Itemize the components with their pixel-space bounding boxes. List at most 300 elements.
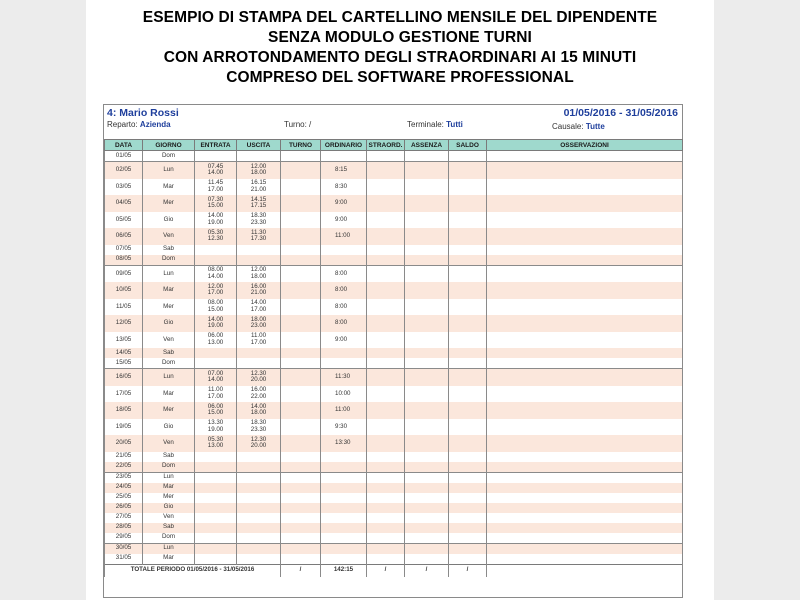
overtime-cell	[367, 435, 405, 452]
absence-cell	[405, 228, 449, 245]
exit-cell	[237, 554, 281, 565]
observations-cell	[487, 348, 683, 358]
day-cell: Mer	[143, 402, 195, 419]
turno-cell	[281, 358, 321, 369]
absence-cell	[405, 315, 449, 332]
turno-cell	[281, 419, 321, 436]
totals-row	[105, 564, 683, 577]
day-cell: Dom	[143, 462, 195, 473]
day-cell: Dom	[143, 533, 195, 544]
ordinary-cell	[321, 245, 367, 255]
overtime-cell	[367, 179, 405, 196]
day-cell: Sab	[143, 245, 195, 255]
entry-cell: 12.00 17.00	[195, 282, 237, 299]
date-cell: 14/05	[105, 348, 143, 358]
entry-cell	[195, 483, 237, 493]
absence-cell	[405, 282, 449, 299]
terminale	[407, 120, 463, 129]
overtime-cell	[367, 419, 405, 436]
balance-cell	[449, 265, 487, 282]
day-cell: Sab	[143, 452, 195, 462]
day-cell: Lun	[143, 265, 195, 282]
observations-cell	[487, 315, 683, 332]
date-cell: 10/05	[105, 282, 143, 299]
day-cell: Lun	[143, 369, 195, 386]
date-cell: 23/05	[105, 472, 143, 483]
date-cell: 13/05	[105, 332, 143, 349]
entry-cell	[195, 245, 237, 255]
overtime-cell	[367, 523, 405, 533]
table-row	[105, 282, 683, 299]
column-header: STRAORD.	[367, 140, 405, 151]
ordinary-cell: 10:00	[321, 386, 367, 403]
table-row	[105, 245, 683, 255]
observations-cell	[487, 369, 683, 386]
date-cell: 18/05	[105, 402, 143, 419]
exit-cell: 16.15 21.00	[237, 179, 281, 196]
totals-turno: /	[281, 564, 321, 577]
balance-cell	[449, 543, 487, 554]
exit-cell: 18.30 23.30	[237, 419, 281, 436]
turno-cell	[281, 452, 321, 462]
day-cell: Mer	[143, 195, 195, 212]
heading-line-4: COMPRESO DEL SOFTWARE PROFESSIONAL	[226, 69, 574, 86]
observations-cell	[487, 513, 683, 523]
absence-cell	[405, 348, 449, 358]
date-cell: 11/05	[105, 299, 143, 316]
column-header: SALDO	[449, 140, 487, 151]
exit-cell: 14.15 17.15	[237, 195, 281, 212]
balance-cell	[449, 483, 487, 493]
turno-cell	[281, 299, 321, 316]
observations-cell	[487, 245, 683, 255]
date-cell: 17/05	[105, 386, 143, 403]
table-header-row	[105, 140, 683, 151]
day-cell: Dom	[143, 255, 195, 266]
balance-cell	[449, 554, 487, 565]
table-row	[105, 543, 683, 554]
table-row	[105, 462, 683, 473]
entry-cell: 13.30 19.00	[195, 419, 237, 436]
exit-cell: 18.30 23.30	[237, 212, 281, 229]
table-row	[105, 419, 683, 436]
absence-cell	[405, 533, 449, 544]
causale-value: Tutte	[585, 122, 605, 131]
day-cell: Mar	[143, 179, 195, 196]
ordinary-cell: 8:30	[321, 179, 367, 196]
observations-cell	[487, 151, 683, 162]
date-cell: 26/05	[105, 503, 143, 513]
turno-cell	[281, 255, 321, 266]
entry-cell	[195, 533, 237, 544]
date-cell: 03/05	[105, 179, 143, 196]
column-header: OSSERVAZIONI	[487, 140, 683, 151]
absence-cell	[405, 472, 449, 483]
entry-cell	[195, 255, 237, 266]
date-cell: 25/05	[105, 493, 143, 503]
day-cell: Gio	[143, 212, 195, 229]
turno-cell	[281, 332, 321, 349]
absence-cell	[405, 543, 449, 554]
exit-cell	[237, 503, 281, 513]
column-header: GIORNO	[143, 140, 195, 151]
overtime-cell	[367, 493, 405, 503]
absence-cell	[405, 265, 449, 282]
overtime-cell	[367, 228, 405, 245]
entry-cell: 14.00 19.00	[195, 212, 237, 229]
overtime-cell	[367, 472, 405, 483]
absence-cell	[405, 162, 449, 179]
date-cell: 09/05	[105, 265, 143, 282]
entry-cell: 14.00 19.00	[195, 315, 237, 332]
absence-cell	[405, 523, 449, 533]
absence-cell	[405, 503, 449, 513]
day-cell: Mar	[143, 483, 195, 493]
table-row	[105, 533, 683, 544]
balance-cell	[449, 462, 487, 473]
turno-cell	[281, 245, 321, 255]
date-cell: 31/05	[105, 554, 143, 565]
observations-cell	[487, 503, 683, 513]
column-header: TURNO	[281, 140, 321, 151]
observations-cell	[487, 493, 683, 503]
day-cell: Gio	[143, 503, 195, 513]
balance-cell	[449, 419, 487, 436]
totals-observations	[487, 564, 683, 577]
overtime-cell	[367, 195, 405, 212]
overtime-cell	[367, 462, 405, 473]
overtime-cell	[367, 554, 405, 565]
entry-cell	[195, 358, 237, 369]
entry-cell: 07.00 14.00	[195, 369, 237, 386]
date-cell: 07/05	[105, 245, 143, 255]
absence-cell	[405, 452, 449, 462]
absence-cell	[405, 435, 449, 452]
date-cell: 20/05	[105, 435, 143, 452]
date-cell: 28/05	[105, 523, 143, 533]
overtime-cell	[367, 348, 405, 358]
ordinary-cell	[321, 255, 367, 266]
table-row	[105, 402, 683, 419]
table-row	[105, 195, 683, 212]
causale-label: Causale:	[552, 122, 584, 131]
date-cell: 01/05	[105, 151, 143, 162]
observations-cell	[487, 195, 683, 212]
ordinary-cell	[321, 533, 367, 544]
column-header: ORDINARIO	[321, 140, 367, 151]
observations-cell	[487, 402, 683, 419]
balance-cell	[449, 452, 487, 462]
ordinary-cell	[321, 493, 367, 503]
absence-cell	[405, 386, 449, 403]
entry-cell: 07.45 14.00	[195, 162, 237, 179]
absence-cell	[405, 245, 449, 255]
day-cell: Gio	[143, 419, 195, 436]
turno-cell	[281, 554, 321, 565]
date-cell: 15/05	[105, 358, 143, 369]
column-header: DATA	[105, 140, 143, 151]
table-row	[105, 315, 683, 332]
overtime-cell	[367, 315, 405, 332]
day-cell: Mar	[143, 386, 195, 403]
turno-cell	[281, 348, 321, 358]
table-row	[105, 358, 683, 369]
entry-cell	[195, 462, 237, 473]
observations-cell	[487, 265, 683, 282]
absence-cell	[405, 151, 449, 162]
ordinary-cell	[321, 452, 367, 462]
overtime-cell	[367, 369, 405, 386]
turno-cell	[281, 503, 321, 513]
entry-cell: 08.00 15.00	[195, 299, 237, 316]
exit-cell: 11.00 17.00	[237, 332, 281, 349]
entry-cell	[195, 493, 237, 503]
exit-cell: 18.00 23.00	[237, 315, 281, 332]
absence-cell	[405, 195, 449, 212]
ordinary-cell: 9:00	[321, 332, 367, 349]
balance-cell	[449, 503, 487, 513]
ordinary-cell	[321, 513, 367, 523]
heading-line-3: CON ARROTONDAMENTO DEGLI STRAORDINARI AI 15 MINUTI	[163, 49, 637, 66]
turno-cell	[281, 315, 321, 332]
date-cell: 21/05	[105, 452, 143, 462]
balance-cell	[449, 151, 487, 162]
observations-cell	[487, 358, 683, 369]
entry-cell	[195, 554, 237, 565]
turno-cell	[281, 543, 321, 554]
day-cell: Ven	[143, 435, 195, 452]
date-cell: 06/05	[105, 228, 143, 245]
absence-cell	[405, 483, 449, 493]
heading-line-1: ESEMPIO DI STAMPA DEL CARTELLINO MENSILE DEL DIPENDENTE	[142, 9, 658, 26]
ordinary-cell	[321, 483, 367, 493]
absence-cell	[405, 554, 449, 565]
terminale-value: Tutti	[446, 120, 463, 129]
observations-cell	[487, 228, 683, 245]
turno-cell	[281, 369, 321, 386]
table-row	[105, 523, 683, 533]
date-cell: 04/05	[105, 195, 143, 212]
ordinary-cell: 8:00	[321, 282, 367, 299]
exit-cell	[237, 523, 281, 533]
ordinary-cell: 9:00	[321, 195, 367, 212]
observations-cell	[487, 523, 683, 533]
overtime-cell	[367, 483, 405, 493]
exit-cell	[237, 462, 281, 473]
observations-cell	[487, 533, 683, 544]
heading-line-2: SENZA MODULO GESTIONE TURNI	[268, 29, 532, 46]
exit-cell: 12.30 20.00	[237, 369, 281, 386]
entry-cell: 06.00 13.00	[195, 332, 237, 349]
entry-cell	[195, 452, 237, 462]
observations-cell	[487, 483, 683, 493]
exit-cell: 12.00 18.00	[237, 265, 281, 282]
balance-cell	[449, 348, 487, 358]
overtime-cell	[367, 503, 405, 513]
observations-cell	[487, 472, 683, 483]
balance-cell	[449, 386, 487, 403]
overtime-cell	[367, 282, 405, 299]
observations-cell	[487, 299, 683, 316]
date-cell: 08/05	[105, 255, 143, 266]
ordinary-cell	[321, 151, 367, 162]
exit-cell	[237, 472, 281, 483]
entry-cell	[195, 151, 237, 162]
overtime-cell	[367, 151, 405, 162]
observations-cell	[487, 386, 683, 403]
exit-cell: 14.00 17.00	[237, 299, 281, 316]
causale	[552, 122, 605, 131]
ordinary-cell: 11:00	[321, 402, 367, 419]
observations-cell	[487, 162, 683, 179]
ordinary-cell: 9:30	[321, 419, 367, 436]
day-cell: Mer	[143, 493, 195, 503]
date-cell: 29/05	[105, 533, 143, 544]
reparto-value: Azienda	[139, 120, 171, 129]
ordinary-cell	[321, 348, 367, 358]
entry-cell	[195, 348, 237, 358]
date-cell: 02/05	[105, 162, 143, 179]
ordinary-cell: 11:00	[321, 228, 367, 245]
table-row	[105, 348, 683, 358]
timecard	[103, 104, 683, 598]
exit-cell: 14.00 18.00	[237, 402, 281, 419]
exit-cell	[237, 245, 281, 255]
balance-cell	[449, 212, 487, 229]
ordinary-cell	[321, 472, 367, 483]
turno-cell	[281, 493, 321, 503]
absence-cell	[405, 212, 449, 229]
turno-cell	[281, 179, 321, 196]
balance-cell	[449, 299, 487, 316]
balance-cell	[449, 228, 487, 245]
turno-cell	[281, 228, 321, 245]
ordinary-cell: 8:00	[321, 265, 367, 282]
turno-cell	[281, 435, 321, 452]
date-cell: 12/05	[105, 315, 143, 332]
balance-cell	[449, 472, 487, 483]
balance-cell	[449, 255, 487, 266]
date-cell: 05/05	[105, 212, 143, 229]
table-row	[105, 369, 683, 386]
entry-cell: 11.45 17.00	[195, 179, 237, 196]
table-row	[105, 493, 683, 503]
date-cell: 24/05	[105, 483, 143, 493]
absence-cell	[405, 179, 449, 196]
turno-cell	[281, 162, 321, 179]
ordinary-cell	[321, 554, 367, 565]
day-cell: Lun	[143, 472, 195, 483]
turno-cell	[281, 483, 321, 493]
column-header: USCITA	[237, 140, 281, 151]
entry-cell: 08.00 14.00	[195, 265, 237, 282]
day-cell: Lun	[143, 543, 195, 554]
day-cell: Sab	[143, 523, 195, 533]
ordinary-cell: 8:15	[321, 162, 367, 179]
overtime-cell	[367, 255, 405, 266]
observations-cell	[487, 255, 683, 266]
turno-cell	[281, 265, 321, 282]
ordinary-cell: 8:00	[321, 315, 367, 332]
entry-cell: 11.00 17.00	[195, 386, 237, 403]
day-cell: Mer	[143, 299, 195, 316]
table-row	[105, 503, 683, 513]
balance-cell	[449, 435, 487, 452]
timecard-table	[104, 139, 683, 577]
entry-cell	[195, 523, 237, 533]
balance-cell	[449, 179, 487, 196]
day-cell: Ven	[143, 332, 195, 349]
ordinary-cell	[321, 523, 367, 533]
overtime-cell	[367, 212, 405, 229]
entry-cell: 05.30 12.30	[195, 228, 237, 245]
table-row	[105, 151, 683, 162]
table-row	[105, 299, 683, 316]
date-cell: 22/05	[105, 462, 143, 473]
overtime-cell	[367, 543, 405, 554]
table-row	[105, 386, 683, 403]
observations-cell	[487, 435, 683, 452]
table-row	[105, 513, 683, 523]
absence-cell	[405, 255, 449, 266]
balance-cell	[449, 162, 487, 179]
overtime-cell	[367, 265, 405, 282]
ordinary-cell	[321, 543, 367, 554]
exit-cell	[237, 151, 281, 162]
table-row	[105, 179, 683, 196]
exit-cell: 16.00 21.00	[237, 282, 281, 299]
terminale-label: Terminale:	[407, 120, 444, 129]
turno-cell	[281, 195, 321, 212]
exit-cell	[237, 543, 281, 554]
balance-cell	[449, 369, 487, 386]
exit-cell	[237, 513, 281, 523]
overtime-cell	[367, 452, 405, 462]
absence-cell	[405, 402, 449, 419]
absence-cell	[405, 369, 449, 386]
exit-cell	[237, 483, 281, 493]
ordinary-cell: 13:30	[321, 435, 367, 452]
table-row	[105, 554, 683, 565]
table-row	[105, 452, 683, 462]
ordinary-cell	[321, 503, 367, 513]
turno-cell	[281, 472, 321, 483]
balance-cell	[449, 402, 487, 419]
turno-cell	[281, 462, 321, 473]
overtime-cell	[367, 513, 405, 523]
day-cell: Mar	[143, 554, 195, 565]
balance-cell	[449, 493, 487, 503]
turno-cell	[281, 386, 321, 403]
overtime-cell	[367, 162, 405, 179]
day-cell: Ven	[143, 228, 195, 245]
observations-cell	[487, 332, 683, 349]
date-cell: 27/05	[105, 513, 143, 523]
totals-label: TOTALE PERIODO 01/05/2016 - 31/05/2016	[105, 564, 281, 577]
balance-cell	[449, 358, 487, 369]
exit-cell: 12.00 18.00	[237, 162, 281, 179]
exit-cell: 12.30 20.00	[237, 435, 281, 452]
overtime-cell	[367, 386, 405, 403]
balance-cell	[449, 523, 487, 533]
balance-cell	[449, 332, 487, 349]
turno-cell	[281, 523, 321, 533]
entry-cell: 05.30 13.00	[195, 435, 237, 452]
table-row	[105, 255, 683, 266]
table-row	[105, 472, 683, 483]
absence-cell	[405, 513, 449, 523]
entry-cell: 07.30 15.00	[195, 195, 237, 212]
